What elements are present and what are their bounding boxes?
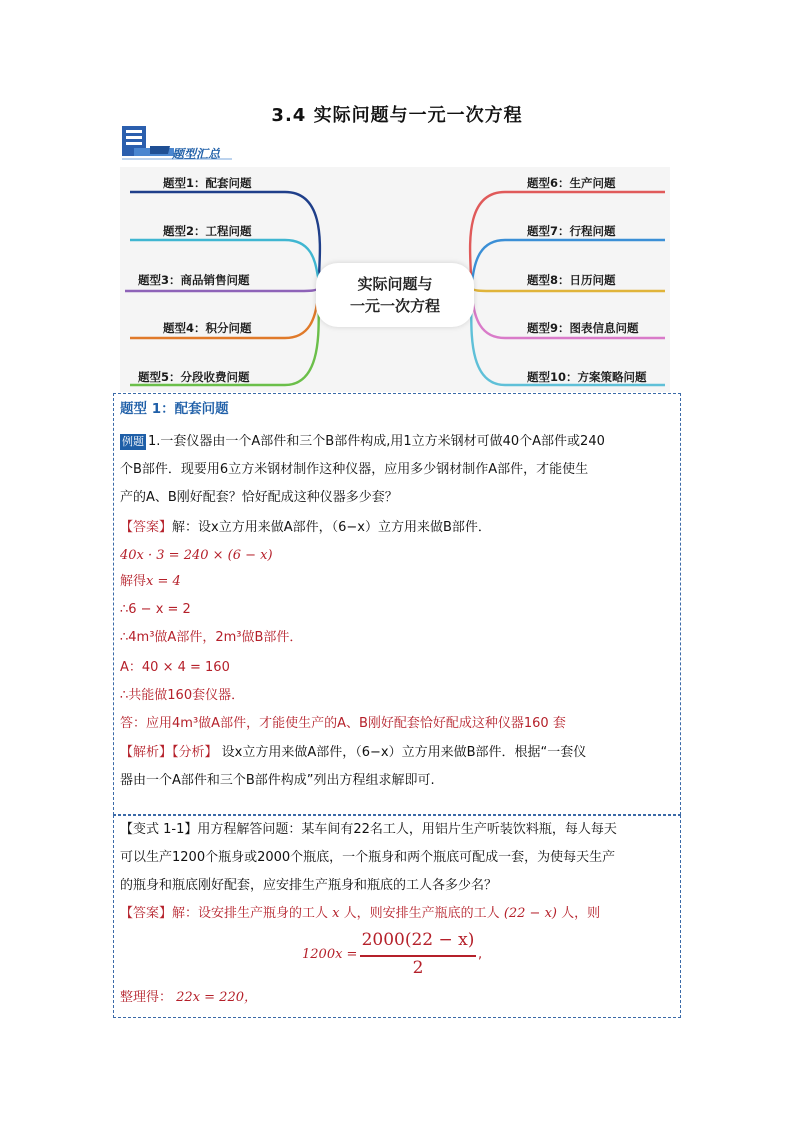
topic-2-label: 题型2：工程问题	[163, 224, 252, 238]
therefore-1: ∴6 − x = 2	[120, 602, 191, 617]
topic-10-label: 题型10：方案策略问题	[527, 370, 647, 384]
answer-text: 解：设x立方用来做A部件，（6−x）立方用来做B部件．	[172, 520, 491, 535]
conclusion-b: 4m³	[172, 716, 199, 731]
variant-answer-d: 人，则	[561, 906, 601, 921]
variant-line-2: 可以生产1200个瓶身或2000个瓶底，一个瓶身和两个瓶底可配成一套，为使每天生产	[120, 850, 616, 865]
summary-label: 题型汇总	[172, 147, 221, 161]
topic-4-label: 题型4：积分问题	[163, 321, 252, 335]
analysis-tag: 【解析】【分析】	[120, 745, 218, 760]
variant-line-3: 的瓶身和瓶底刚好配套，应安排生产瓶身和瓶底的工人各多少名？	[120, 878, 498, 893]
answer-line	[120, 518, 491, 538]
topic-6-label: 题型6：生产问题	[527, 176, 616, 190]
therefore-2-d: 做B部件．	[241, 630, 303, 645]
equation-1: 40x · 3 = 240 × (6 − x)	[120, 548, 273, 563]
conclusion-line	[120, 714, 566, 734]
fraction-bar	[360, 955, 476, 957]
question-text-1: 1.一套仪器由一个A部件和三个B部件构成,用1立方米钢材可做40个A部件或240	[148, 434, 605, 449]
answer-tag: 【答案】	[120, 520, 173, 535]
conclusion-c: 做A部件，才能使生产的A、B刚好配套恰好配成这种仪器160 套	[198, 716, 566, 731]
calc-line: A：40 × 4 = 160	[120, 660, 230, 675]
variant-line-1	[120, 820, 617, 840]
variant-answer-b: 人，则安排生产瓶底的工人	[343, 906, 500, 921]
center-line-2: 一元一次方程	[349, 297, 440, 315]
mindmap-center-node	[316, 263, 474, 327]
analysis-text-1: 设x立方用来做A部件，（6−x）立方用来做B部件．根据“一套仪	[217, 745, 587, 760]
topic-1-label: 题型1：配套问题	[163, 176, 252, 190]
therefore-2-b: 做A部件，	[154, 630, 216, 645]
solve-label: 解得	[120, 574, 147, 589]
fraction-comma: ,	[478, 947, 483, 962]
topic-8-label: 题型8：日历问题	[527, 273, 616, 287]
variant-tag: 【变式 1-1】	[120, 822, 198, 837]
question-line-3: 产的A、B刚好配套？恰好配成这种仪器多少套？	[120, 490, 398, 505]
topic-5-label: 题型5：分段收费问题	[138, 370, 250, 384]
variant-answer-line	[120, 904, 600, 924]
simplify-label: 整理得：	[120, 990, 173, 1005]
topic-3-label: 题型3：商品销售问题	[138, 273, 250, 287]
conclusion-a: 答：应用	[120, 716, 173, 731]
solve-value: x = 4	[146, 574, 181, 589]
page-title: 3.4 实际问题与一元一次方程	[271, 105, 523, 126]
fraction-denominator: 2	[412, 958, 424, 978]
section-1-heading: 题型 1：配套问题	[120, 401, 229, 417]
therefore-2	[120, 628, 302, 648]
solve-line	[120, 572, 181, 592]
variant-answer-a: 解：设安排生产瓶身的工人	[172, 906, 329, 921]
variant-text-1: 用方程解答问题：某车间有22名工人，用铝片生产听装饮料瓶，每人每天	[197, 822, 617, 837]
variant-answer-x: x	[332, 906, 340, 921]
therefore-3: ∴共能做160套仪器．	[120, 688, 245, 703]
fraction-eq-left: 1200x =	[302, 947, 358, 962]
example-tag: 例题	[122, 435, 144, 448]
question-line-1	[120, 432, 605, 452]
question-line-2: 个B部件．现要用6立方米钢材制作这种仪器，应用多少钢材制作A部件，才能使生	[120, 462, 589, 477]
topic-7-label: 题型7：行程问题	[527, 224, 616, 238]
topic-9-label: 题型9：图表信息问题	[527, 321, 639, 335]
simplify-eq: 22x = 220，	[176, 990, 258, 1005]
center-line-1: 实际问题与	[357, 275, 433, 293]
analysis-line-2: 器由一个A部件和三个B部件构成”列出方程组求解即可.	[120, 773, 435, 788]
simplify-line	[120, 988, 257, 1008]
analysis-line-1	[120, 743, 586, 763]
variant-answer-tag: 【答案】	[120, 906, 173, 921]
variant-answer-c: (22 − x)	[503, 906, 557, 921]
therefore-2-c: 2m³	[215, 630, 242, 645]
therefore-2-a: ∴4m³	[120, 630, 155, 645]
fraction-numerator: 2000(22 − x)	[361, 930, 475, 950]
